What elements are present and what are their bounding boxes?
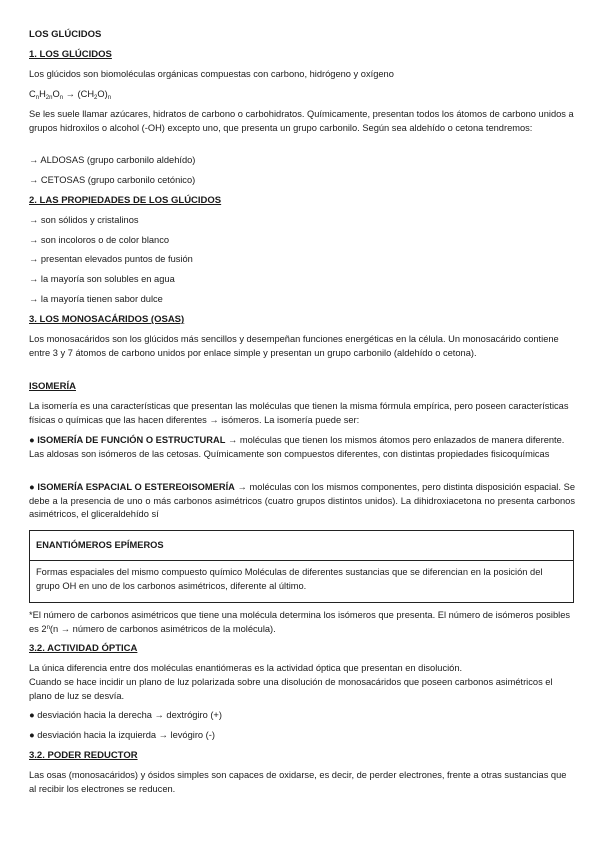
section-1-intro: Los glúcidos son biomoléculas orgánicas compuestas con carbono, hidrógeno y oxígeno	[29, 69, 394, 79]
glucid-formula: $C_nH_{2n}O_n \to (CH_2O)_n$	[29, 89, 112, 101]
isomeria-funcion-bullet: ● ISOMERÍA DE FUNCIÓN O ESTRUCTURAL → moléculas que tienen los mismos átomos pero enlazados de manera diferente. Las aldosas son isómeros de las cetosas. Químicamente son compuestos diferentes, con distintas propiedades fisicoquímicas	[29, 435, 565, 459]
section-3-paragraph: Los monosacáridos son los glúcidos más sencillos y desempeñan funciones energéticas en la célula. Un monosacárido contiene entre 3 y 7 átomos de carbono unidos por enlace simple y presentan un grupo carbonilo (aldehído o cetona).	[29, 334, 559, 358]
section-2-heading: 2. LAS PROPIEDADES DE LOS GLÚCIDOS	[29, 195, 222, 206]
isomeria-espacial-bullet: ● ISOMERÍA ESPACIAL O ESTEREOISOMERÍA → moléculas con los mismos componentes, pero distinta disposición espacial. Se debe a la presencia de uno o más carbonos asimétricos (cuatro grupos distintos unidos). La dihidroxiacetona no presenta carbonos asimétricos, el gliceraldehído sí	[29, 482, 575, 519]
property-item: → presentan elevados puntos de fusión	[29, 254, 193, 264]
list-item-aldosas: → ALDOSAS (grupo carbonilo aldehído)	[29, 155, 196, 165]
property-item: → son incoloros o de color blanco	[29, 235, 170, 245]
poder-reductor-heading: 3.2. PODER REDUCTOR	[29, 750, 138, 761]
list-item-levogiro: ● desviación hacia la izquierda → levógiro (-)	[29, 730, 215, 740]
isomer-table	[29, 530, 574, 603]
actividad-optica-heading: 3.2. ACTIVIDAD ÓPTICA	[29, 643, 138, 654]
document-title: LOS GLÚCIDOS	[29, 29, 102, 40]
isomer-table-header: ENANTIÓMEROS EPÍMEROS	[30, 531, 573, 561]
section-3-heading: 3. LOS MONOSACÁRIDOS (OSAS)	[29, 314, 185, 325]
list-item-dextrogiro: ● desviación hacia la derecha → dextrógiro (+)	[29, 710, 222, 720]
isomer-table-body: Formas espaciales del mismo compuesto químico Moléculas de diferentes sustancias que se diferencian en la posición del grupo OH en uno de los carbonos asimétricos, diferente al último.	[36, 567, 543, 591]
property-item: → la mayoría son solubles en agua	[29, 274, 175, 284]
list-item-cetosas: → CETOSAS (grupo carbonilo cetónico)	[29, 175, 196, 185]
actividad-optica-paragraph-2: Cuando se hace incidir un plano de luz polarizada sobre una disolución de monosacáridos que poseen carbonos asimétricos el plano de luz se desvía.	[29, 677, 553, 701]
section-1-heading: 1. LOS GLÚCIDOS	[29, 49, 112, 60]
actividad-optica-paragraph-1: La única diferencia entre dos moléculas enantiómeras es la actividad óptica que presentan en disolución.	[29, 663, 463, 673]
property-item: → son sólidos y cristalinos	[29, 215, 139, 225]
isomeria-heading: ISOMERÍA	[29, 381, 76, 392]
property-item: → la mayoría tienen sabor dulce	[29, 294, 163, 304]
poder-reductor-paragraph: Las osas (monosacáridos) y ósidos simples son capaces de oxidarse, es decir, de perder electrones, frente a otras sustancias que al recibir los electrones se reducen.	[29, 770, 567, 794]
section-1-paragraph: Se les suele llamar azúcares, hidratos de carbono o carbohidratos. Químicamente, presentan todos los átomos de carbono unidos a grupos hidroxilos o alcohol (-OH) excepto uno, que presenta un grupo carbonilo. Según sea aldehído o cetona tendremos:	[29, 109, 574, 133]
asymmetric-carbon-note: *El número de carbonos asimétricos que tiene una molécula determina los isómeros que presenta. El número de isómeros posibles es $2^n(n$ → número de carbonos asimétricos de la molécula).	[29, 610, 571, 634]
isomeria-paragraph: La isomería es una características que presentan las moléculas que tienen la misma fórmula empírica, pero poseen características físicas o químicas que las hacen diferentes → isómeros. La isomería puede ser:	[29, 401, 569, 425]
